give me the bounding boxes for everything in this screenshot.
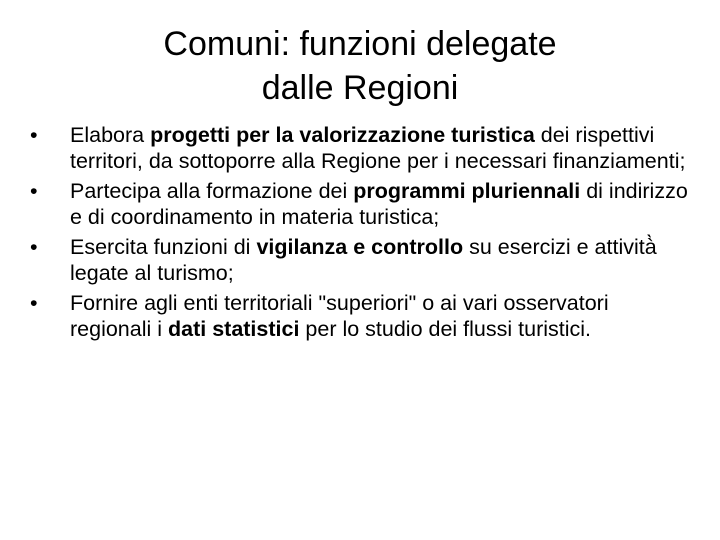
bullet-icon: • — [30, 235, 38, 259]
bullet-text — [70, 291, 609, 341]
bullet-text-bold: progetti per la valorizzazione turistica — [150, 123, 535, 147]
bullet-icon: • — [30, 123, 38, 147]
bullet-icon: • — [30, 179, 38, 203]
slide-title-line-2: dalle Regioni — [261, 69, 459, 107]
bullet-item — [30, 122, 690, 174]
bullet-text-segment: per lo studio dei flussi turistici. — [299, 317, 591, 341]
bullet-text-bold: vigilanza e controllo — [256, 235, 464, 259]
bullet-text-bold: programmi pluriennali — [353, 179, 581, 203]
bullet-text — [70, 123, 685, 173]
bullet-text-segment: Esercita funzioni di — [70, 235, 257, 259]
bullet-text-segment: dei rispettivi territori, da sottoporre alla Regione per i necessari finanziamenti; — [70, 123, 686, 173]
bullet-text-bold: dati statistici — [168, 317, 300, 341]
bullet-text-segment: Elabora — [70, 123, 151, 147]
bullet-text-segment: Partecipa alla formazione dei — [70, 179, 354, 203]
bullet-icon: • — [30, 291, 38, 315]
bullet-item — [30, 234, 690, 286]
slide-title-line-1: Comuni: funzioni delegate — [163, 25, 557, 63]
bullet-text-segment: su esercizi e attività̀ legate al turismo; — [70, 235, 657, 285]
slide-title — [0, 22, 720, 110]
bullet-text-segment: Fornire agli enti territoriali "superiori" o ai vari osservatori regionali i — [70, 291, 609, 341]
bullet-text — [70, 179, 688, 229]
bullet-item — [30, 290, 690, 342]
bullet-list — [30, 122, 690, 346]
bullet-text-segment: di indirizzo e di coordinamento in materia turistica; — [70, 179, 688, 229]
bullet-item — [30, 178, 690, 230]
bullet-text — [70, 235, 657, 285]
